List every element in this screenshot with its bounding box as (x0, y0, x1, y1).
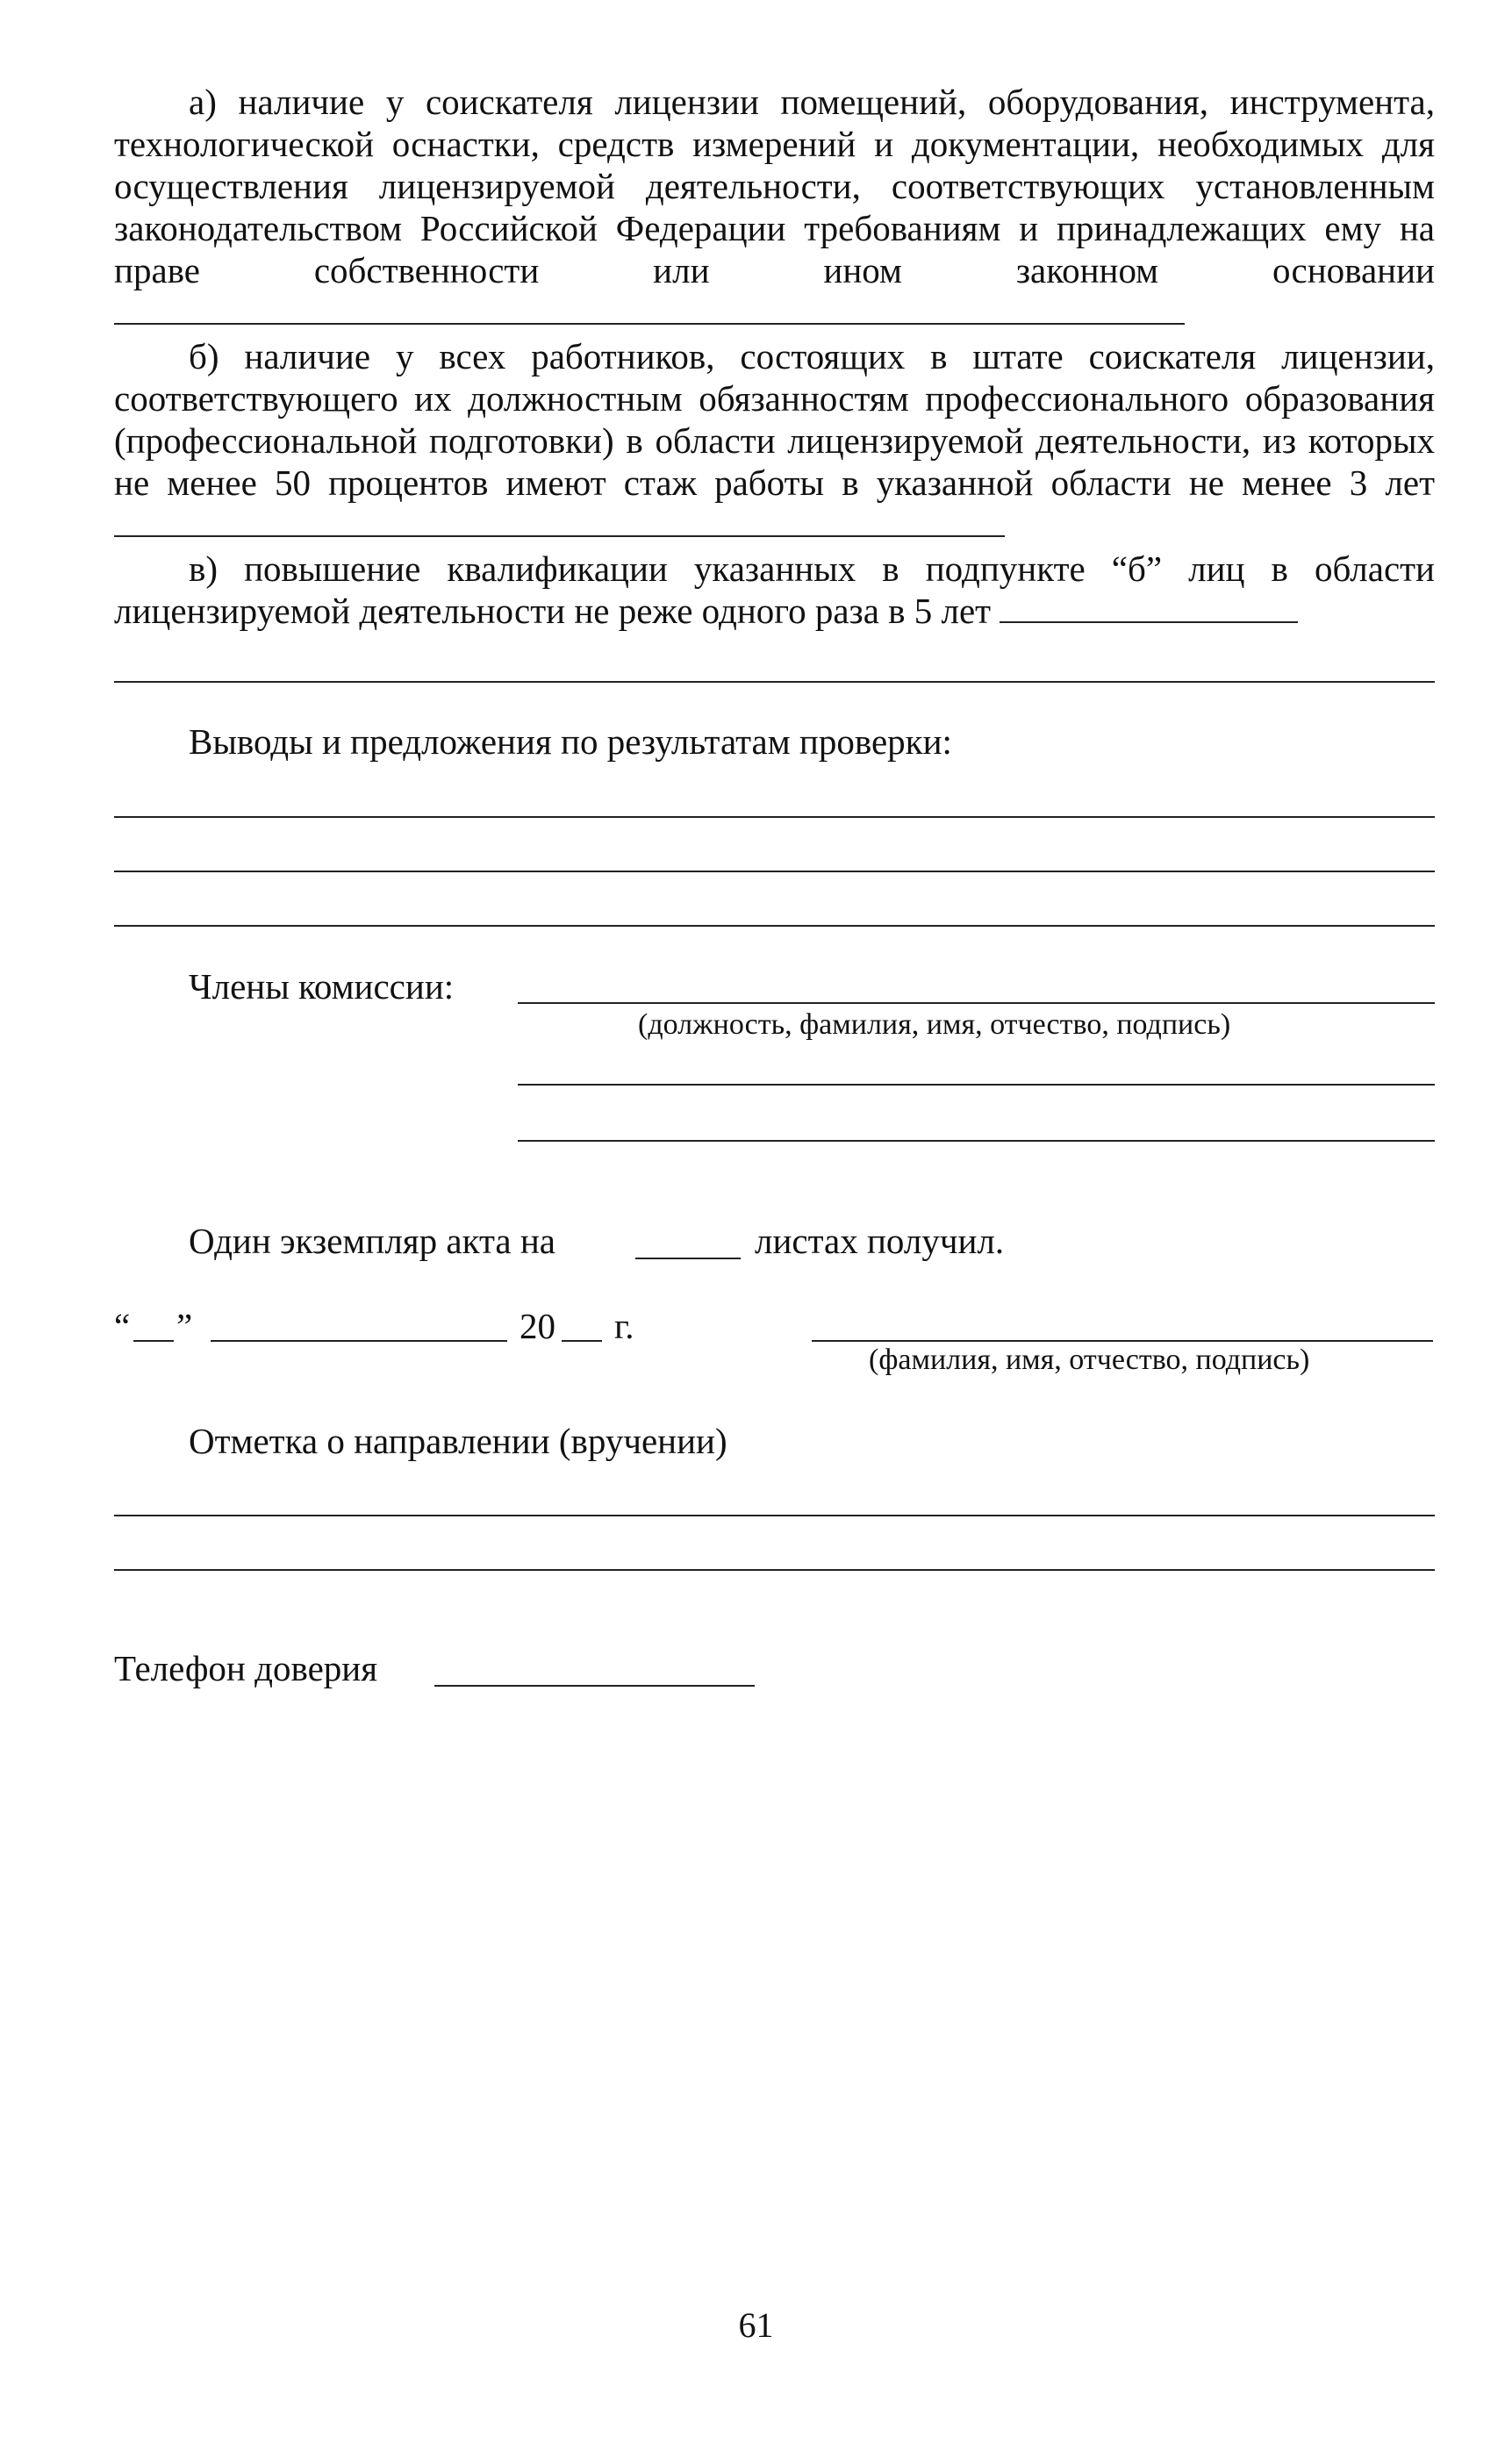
date-day-line[interactable] (133, 1340, 174, 1342)
paragraph-b-text: б) наличие у всех работников, состоящих в штате соискателя лицензии, соответствующего их должностным обязанностям профессионального образования (профессиональной подготовки) в области лицензируемой деятельности, из которых не менее 50 процентов имеют стаж работы в указанной области не менее 3 лет (114, 336, 1435, 503)
conclusions-label: Выводы и предложения по результатам проверки: (189, 721, 952, 762)
commission-member-line-3[interactable] (518, 1140, 1435, 1142)
hotline-label: Телефон доверия (114, 1648, 378, 1688)
paragraph-a-text: а) наличие у соискателя лицензии помещений, оборудования, инструмента, технологической оснастки, средств измерений и документации, необходимых для осуществления лицензируемой деятельности, соответствующих установленным законодательством Российской Федерации требованиям и принадлежащих ему на праве собственности или ином законном основании (114, 82, 1435, 290)
date-close-quote: ” (176, 1306, 193, 1346)
conclusions-line-1[interactable] (114, 816, 1435, 818)
page-number: 61 (738, 2305, 774, 2345)
date-year-line[interactable] (562, 1340, 602, 1342)
conclusions-line-3[interactable] (114, 925, 1435, 927)
receipt-sheets-line[interactable] (635, 1258, 741, 1259)
paragraph-a-fill-line[interactable] (114, 297, 1185, 325)
receipt-label-after: листах получил. (755, 1221, 1005, 1261)
receipt-label-before: Один экземпляр акта на (189, 1221, 555, 1261)
receipt-signature-line[interactable] (812, 1340, 1433, 1342)
date-month-line[interactable] (211, 1340, 507, 1342)
date-year-prefix: 20 (520, 1306, 555, 1346)
paragraph-c (114, 548, 1435, 632)
delivery-line-2[interactable] (114, 1569, 1435, 1571)
paragraph-c-fill-line[interactable] (1000, 595, 1298, 623)
paragraph-b (114, 335, 1435, 546)
paragraph-c-text: в) повышение квалификации указанных в подпункте “б” лиц в области лицензируемой деятельности не реже одного раза в 5 лет (114, 548, 1435, 631)
paragraph-b-fill-line[interactable] (114, 509, 1005, 537)
date-open-quote: “ (114, 1306, 131, 1346)
delivery-line-1[interactable] (114, 1515, 1435, 1516)
commission-label: Члены комиссии: (189, 966, 455, 1007)
commission-caption: (должность, фамилия, имя, отчество, подпись) (638, 1008, 1231, 1041)
paragraph-c-extra-line[interactable] (114, 681, 1435, 683)
conclusions-line-2[interactable] (114, 871, 1435, 872)
commission-member-line-1[interactable] (518, 1002, 1435, 1004)
hotline-line[interactable] (434, 1685, 755, 1687)
delivery-label: Отметка о направлении (вручении) (189, 1421, 727, 1461)
commission-member-line-2[interactable] (518, 1084, 1435, 1086)
receipt-signature-caption: (фамилия, имя, отчество, подпись) (869, 1344, 1310, 1376)
date-year-suffix: г. (614, 1306, 634, 1346)
paragraph-a (114, 81, 1435, 333)
